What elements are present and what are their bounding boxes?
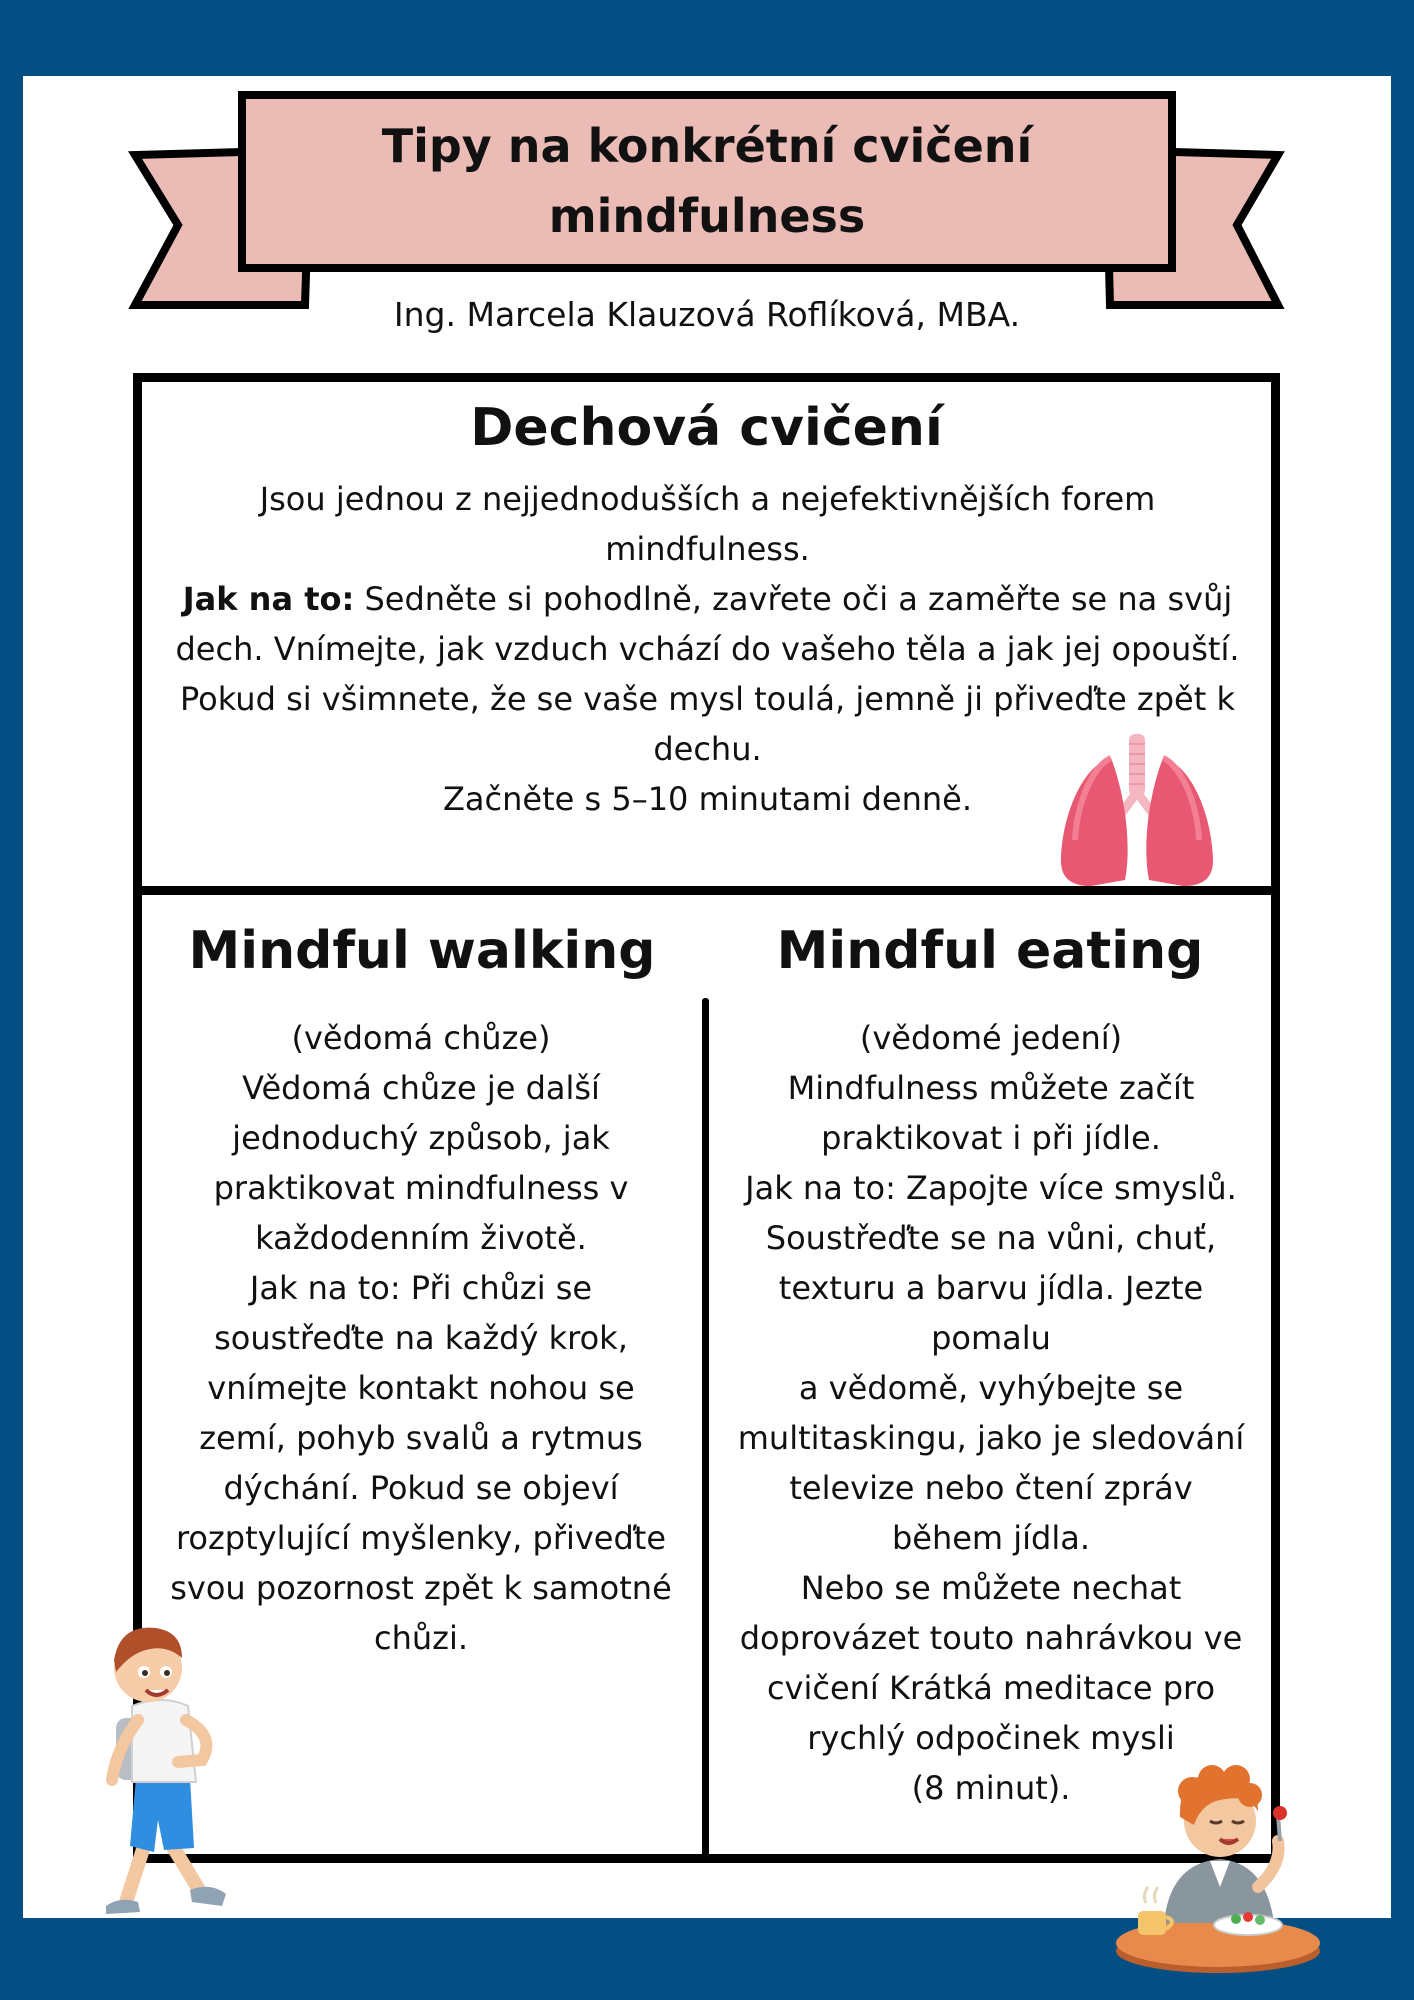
eating-body: Mindfulness můžete začít praktikovat i při jídle. — [787, 1069, 1195, 1157]
lungs-icon — [1055, 730, 1220, 890]
eating-how-b: a vědomě, vyhýbejte se multitaskingu, jako je sledování televize nebo čtení zpráv během jídla. — [737, 1369, 1245, 1557]
eating-subtitle: (vědomé jedení) — [859, 1019, 1123, 1057]
breathing-how-label: Jak na to: — [182, 580, 355, 618]
eating-boy-icon — [1098, 1755, 1348, 1975]
eating-recording: Nebo se můžete nechat doprovázet touto nahrávkou ve cvičení Krátká meditace pro rychlý odpočinek mysli — [739, 1569, 1243, 1757]
breathing-title: Dechová cvičení — [470, 398, 943, 458]
walking-boy-icon — [86, 1610, 256, 1920]
title-line-2: mindfulness — [548, 188, 866, 243]
eating-title: Mindful eating — [776, 921, 1204, 981]
breathing-tip: Začněte s 5–10 minutami denně. — [442, 780, 973, 818]
walking-text — [165, 1013, 677, 1663]
breathing-how-text: Sedněte si pohodlně, zavřete oči a zaměřte se na svůj dech. Vnímejte, jak vzduch vchází do vašeho těla a jak jej opouští. Pokud si všimnete, že se vaše mysl toulá, jemně ji přiveďte zpět k dechu. — [175, 580, 1240, 768]
breathing-intro: Jsou jednou z nejjednodušších a nejefektivnějších forem mindfulness. — [259, 480, 1156, 568]
walking-body: Vědomá chůze je další jednoduchý způsob, jak praktikovat mindfulness v každodenním životě. — [213, 1069, 629, 1257]
title-line-1: Tipy na konkrétní cvičení — [381, 118, 1033, 173]
walking-title: Mindful walking — [188, 921, 656, 981]
eating-text — [735, 1013, 1247, 1813]
eating-duration: (8 minut). — [911, 1769, 1071, 1807]
frame-top — [133, 373, 1280, 382]
page-title — [242, 93, 1172, 268]
eating-how-a: Jak na to: Zapojte více smyslů. Soustřeďte se na vůni, chuť, texturu a barvu jídla. Jezte pomalu — [745, 1169, 1237, 1357]
walking-how: Jak na to: Při chůzi se soustřeďte na každý krok, vnímejte kontakt nohou se zemí, pohyb svalů a rytmus dýchání. Pokud se objeví rozptylující myšlenky, přiveďte svou pozornost zpět k samotné chůzi. — [170, 1269, 672, 1657]
frame-right — [1271, 373, 1280, 1863]
walking-subtitle: (vědomá chůze) — [291, 1019, 551, 1057]
column-divider — [702, 998, 709, 1858]
author-name: Ing. Marcela Klauzová Roflíková, MBA. — [393, 295, 1021, 334]
